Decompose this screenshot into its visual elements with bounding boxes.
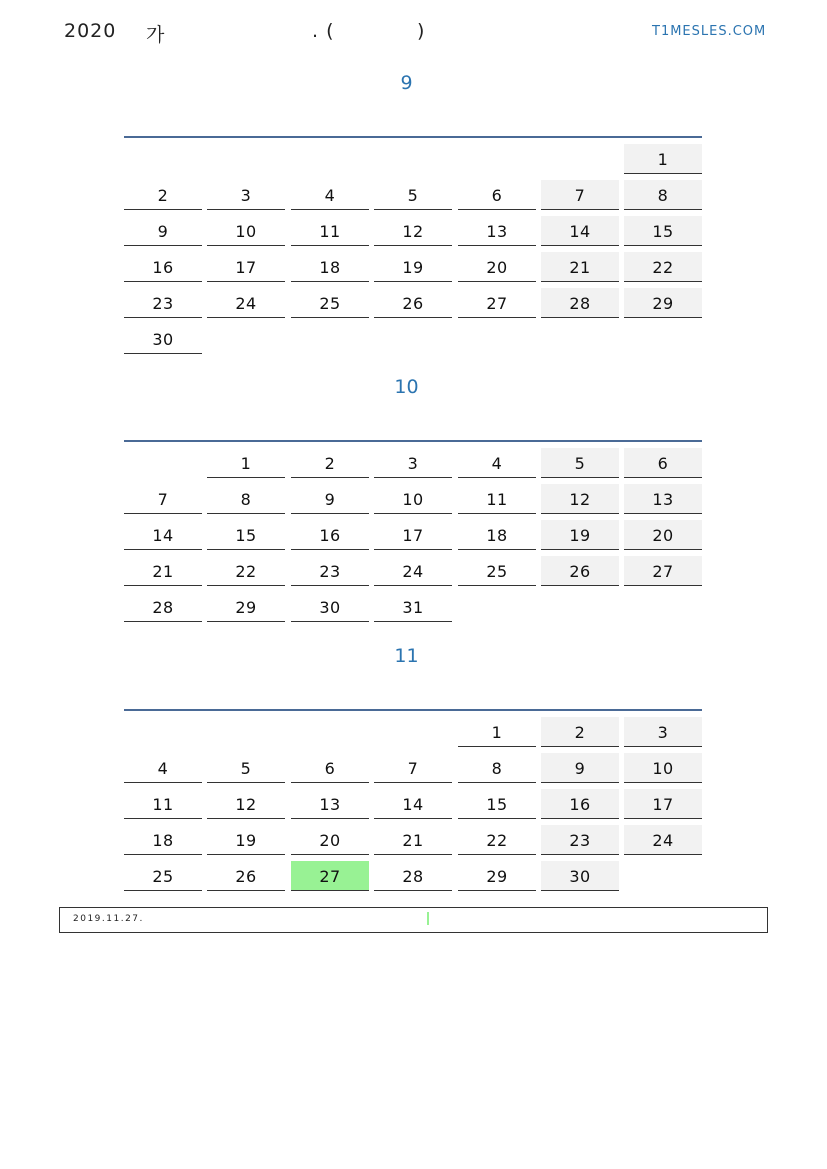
- day-cell: 11: [291, 216, 369, 246]
- day-cell: 25: [124, 861, 202, 891]
- day-cell: 29: [624, 288, 702, 318]
- header-close-paren: ): [417, 20, 426, 42]
- day-cell: 3: [207, 180, 285, 210]
- day-cell: 20: [624, 520, 702, 550]
- day-cell: 6: [458, 180, 536, 210]
- day-cell: 24: [207, 288, 285, 318]
- day-cell: 17: [207, 252, 285, 282]
- day-cell: 23: [291, 556, 369, 586]
- day-cell: 30: [541, 861, 619, 891]
- month-rule: [124, 709, 702, 711]
- day-cell: 13: [624, 484, 702, 514]
- day-cell: 20: [458, 252, 536, 282]
- day-cell: 7: [374, 753, 452, 783]
- day-cell: 3: [374, 448, 452, 478]
- day-cell: 13: [291, 789, 369, 819]
- day-cell: 8: [624, 180, 702, 210]
- day-cell: 1: [458, 717, 536, 747]
- month-title: 10: [394, 376, 419, 398]
- day-cell: 31: [374, 592, 452, 622]
- month-title: 9: [400, 72, 413, 94]
- day-cell: 8: [207, 484, 285, 514]
- day-cell: 7: [124, 484, 202, 514]
- day-cell: 1: [624, 144, 702, 174]
- day-cell: 26: [207, 861, 285, 891]
- day-cell: 4: [458, 448, 536, 478]
- day-cell: 17: [624, 789, 702, 819]
- day-cell: 28: [124, 592, 202, 622]
- day-cell: 27: [458, 288, 536, 318]
- day-cell: 10: [624, 753, 702, 783]
- day-cell: 28: [374, 861, 452, 891]
- header-dot-paren: . (: [312, 20, 335, 42]
- day-cell: 26: [374, 288, 452, 318]
- month-rule: [124, 440, 702, 442]
- day-cell: 26: [541, 556, 619, 586]
- day-cell: 12: [207, 789, 285, 819]
- day-cell: 9: [541, 753, 619, 783]
- day-cell: 2: [541, 717, 619, 747]
- day-cell: 25: [291, 288, 369, 318]
- day-cell: 11: [124, 789, 202, 819]
- day-cell: 20: [291, 825, 369, 855]
- day-cell: 29: [207, 592, 285, 622]
- day-cell: 5: [374, 180, 452, 210]
- day-cell: 30: [291, 592, 369, 622]
- footer-marker: [427, 912, 429, 925]
- day-cell: 6: [291, 753, 369, 783]
- day-cell: 13: [458, 216, 536, 246]
- day-cell: 19: [541, 520, 619, 550]
- day-cell: 27: [624, 556, 702, 586]
- day-cell: 18: [291, 252, 369, 282]
- day-cell: 12: [374, 216, 452, 246]
- day-cell: 8: [458, 753, 536, 783]
- day-cell: 29: [458, 861, 536, 891]
- day-cell: 5: [541, 448, 619, 478]
- day-cell: 25: [458, 556, 536, 586]
- footer-date: 2019.11.27.: [73, 914, 144, 924]
- month-rule: [124, 136, 702, 138]
- day-cell: 10: [207, 216, 285, 246]
- day-cell-today: 27: [291, 861, 369, 891]
- day-cell: 12: [541, 484, 619, 514]
- day-cell: 15: [207, 520, 285, 550]
- day-cell: 22: [458, 825, 536, 855]
- day-cell: 4: [291, 180, 369, 210]
- day-cell: 9: [291, 484, 369, 514]
- day-cell: 3: [624, 717, 702, 747]
- day-cell: 7: [541, 180, 619, 210]
- day-cell: 15: [624, 216, 702, 246]
- day-cell: 14: [541, 216, 619, 246]
- day-cell: 22: [207, 556, 285, 586]
- footer-bar: [59, 907, 768, 933]
- day-cell: 14: [374, 789, 452, 819]
- day-cell: 22: [624, 252, 702, 282]
- day-cell: 18: [458, 520, 536, 550]
- day-cell: 24: [374, 556, 452, 586]
- day-cell: 19: [374, 252, 452, 282]
- day-cell: 30: [124, 324, 202, 354]
- day-cell: 15: [458, 789, 536, 819]
- day-cell: 10: [374, 484, 452, 514]
- day-cell: 16: [541, 789, 619, 819]
- day-cell: 14: [124, 520, 202, 550]
- day-cell: 16: [291, 520, 369, 550]
- day-cell: 21: [124, 556, 202, 586]
- day-cell: 19: [207, 825, 285, 855]
- day-cell: 23: [124, 288, 202, 318]
- day-cell: 1: [207, 448, 285, 478]
- day-cell: 28: [541, 288, 619, 318]
- day-cell: 23: [541, 825, 619, 855]
- day-cell: 2: [124, 180, 202, 210]
- header-title-char: 가: [146, 24, 166, 46]
- day-cell: 21: [541, 252, 619, 282]
- month-title: 11: [394, 645, 419, 667]
- day-cell: 4: [124, 753, 202, 783]
- day-cell: 16: [124, 252, 202, 282]
- day-cell: 21: [374, 825, 452, 855]
- day-cell: 24: [624, 825, 702, 855]
- day-cell: 5: [207, 753, 285, 783]
- day-cell: 11: [458, 484, 536, 514]
- day-cell: 6: [624, 448, 702, 478]
- day-cell: 9: [124, 216, 202, 246]
- day-cell: 2: [291, 448, 369, 478]
- site-link[interactable]: T1MESLES.COM: [652, 24, 767, 39]
- header-year: 2020: [64, 20, 117, 42]
- day-cell: 17: [374, 520, 452, 550]
- day-cell: 18: [124, 825, 202, 855]
